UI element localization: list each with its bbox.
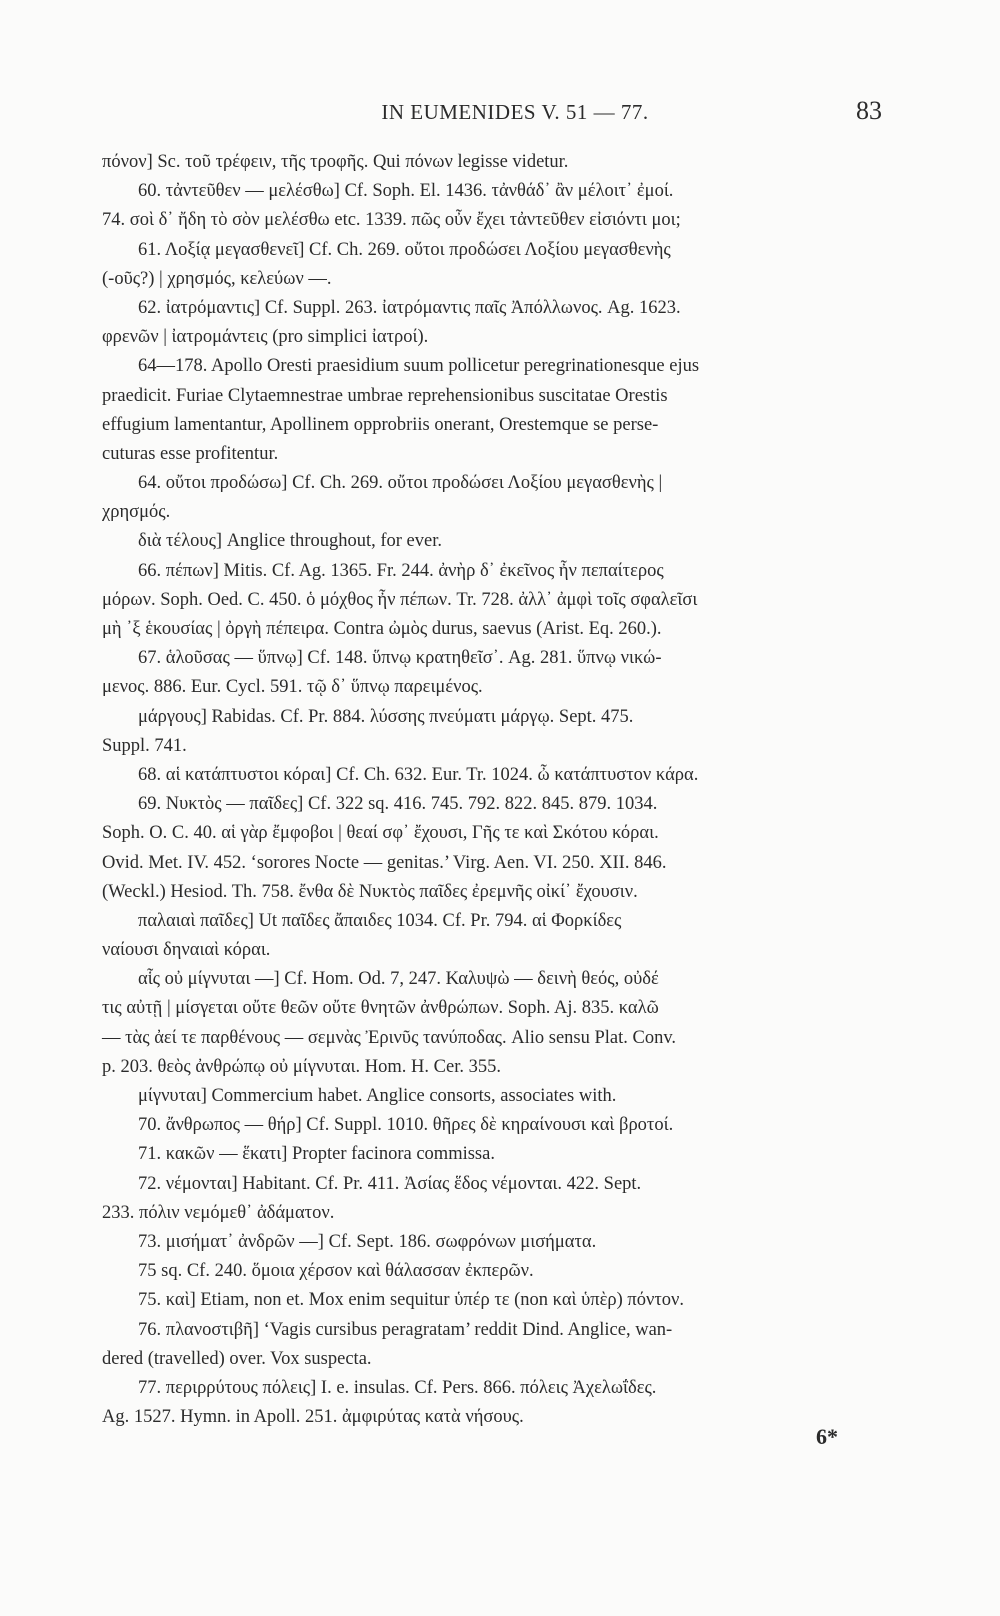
text-line: μόρων. Soph. Oed. C. 450. ὁ μόχθος ἦν πέπων. Tr. 728. ἀλλ᾽ ἀμφὶ τοῖς σφαλεῖσι <box>102 589 698 610</box>
running-head-title: IN EUMENIDES V. 51 — 77. <box>381 100 649 124</box>
text-line: 66. πέπων] Mitis. Cf. Ag. 1365. Fr. 244. ἀνὴρ δ᾽ ἐκεῖνος ἦν πεπαίτερος <box>138 560 664 581</box>
text-line: 69. Νυκτὸς — παῖδες] Cf. 322 sq. 416. 745. 792. 822. 845. 879. 1034. <box>138 794 658 815</box>
text-line: 77. περιρρύτους πόλεις] I. e. insulas. Cf. Pers. 866. πόλεις Ἀχελωΐδες. <box>138 1377 657 1398</box>
signature-mark: 6* <box>816 1424 838 1449</box>
text-line: 61. Λοξίᾳ μεγασθενεῖ] Cf. Ch. 269. οὔτοι προδώσει Λοξίου μεγασθενὴς <box>138 239 671 260</box>
page-number: 83 <box>856 96 882 125</box>
text-line: 75. καὶ] Etiam, non et. Mox enim sequitur ὑπέρ τε (non καὶ ὑπὲρ) πόντον. <box>138 1290 685 1311</box>
text-line: 75 sq. Cf. 240. ὅμοια χέρσον καὶ θάλασσαν ἐκπερῶν. <box>138 1261 534 1282</box>
text-line: ναίουσι δηναιαὶ κόραι. <box>102 940 271 961</box>
text-line: 64. οὔτοι προδώσω] Cf. Ch. 269. οὔτοι προδώσει Λοξίου μεγασθενὴς | <box>138 473 663 494</box>
text-line: αἷς οὐ μίγνυται —] Cf. Hom. Od. 7, 247. Καλυψὼ — δεινὴ θεός, οὐδέ <box>138 969 659 990</box>
running-head <box>0 96 1000 140</box>
text-line: 71. κακῶν — ἕκατι] Propter facinora commissa. <box>138 1144 495 1165</box>
text-line: 73. μισήματ᾽ ἀνδρῶν —] Cf. Sept. 186. σωφρόνων μισήματα. <box>138 1231 597 1252</box>
text-line: 68. αἱ κατάπτυστοι κόραι] Cf. Ch. 632. Eur. Tr. 1024. ὦ κατάπτυστον κάρα. <box>138 764 699 785</box>
text-line: χρησμός. <box>102 502 171 523</box>
text-line: Soph. O. C. 40. αἱ γὰρ ἔμφοβοι | θεαί σφ᾽ ἔχουσι, Γῆς τε καὶ Σκότου κόραι. <box>102 823 659 844</box>
text-line: 74. σοὶ δ᾽ ἤδη τὸ σὸν μελέσθω etc. 1339. πῶς οὖν ἔχει τἀντεῦθεν εἰσιόντι μοι; <box>102 210 681 231</box>
text-line: μὴ ᾽ξ ἑκουσίας | ὀργὴ πέπειρα. Contra ὠμὸς durus, saevus (Arist. Eq. 260.). <box>102 619 662 639</box>
text-line: 60. τἀντεῦθεν — μελέσθω] Cf. Soph. El. 1436. τἀνθάδ᾽ ἂν μέλοιτ᾽ ἐμοί. <box>138 181 674 202</box>
text-line: μενος. 886. Eur. Cycl. 591. τῷ δ᾽ ὕπνῳ παρειμένος. <box>102 677 483 698</box>
text-line: 76. πλανοστιβῆ] ‘Vagis cursibus peragratam’ reddit Dind. Anglice, wan- <box>138 1319 673 1340</box>
text-line: Ovid. Met. IV. 452. ‘sorores Nocte — genitas.’ Virg. Aen. VI. 250. XII. 846. <box>102 852 667 873</box>
text-line: p. 203. θεὸς ἀνθρώπῳ οὐ μίγνυται. Hom. H. Cer. 355. <box>102 1056 501 1077</box>
text-line: 72. νέμονται] Habitant. Cf. Pr. 411. Ἀσίας ἕδος νέμονται. 422. Sept. <box>138 1173 642 1194</box>
text-line: 70. ἄνθρωπος — θήρ] Cf. Suppl. 1010. θῆρες δὲ κηραίνουσι καὶ βροτοί. <box>138 1115 674 1136</box>
text-line: 233. πόλιν νεμόμεθ᾽ ἀδάματον. <box>102 1202 335 1223</box>
text-line: effugium lamentantur, Apollinem opprobriis onerant, Orestemque se perse- <box>102 414 659 435</box>
text-line: praedicit. Furiae Clytaemnestrae umbrae reprehensionibus suscitatae Orestis <box>102 385 668 406</box>
text-line: 67. ἁλοῦσας — ὕπνῳ] Cf. 148. ὕπνῳ κρατηθεῖσ᾽. Ag. 281. ὕπνῳ νικώ- <box>138 648 662 669</box>
commentary-text <box>102 148 886 1432</box>
text-line: (-οῦς?) | χρησμός, κελεύων —. <box>102 268 332 289</box>
text-line: φρενῶν | ἰατρομάντεις (pro simplici ἰατροί). <box>102 327 429 348</box>
text-line: μίγνυται] Commercium habet. Anglice consorts, associates with. <box>138 1086 617 1106</box>
text-line: 64—178. Apollo Oresti praesidium suum pollicetur peregrinationesque ejus <box>138 356 700 377</box>
text-line: πόνον] Sc. τοῦ τρέφειν, τῆς τροφῆς. Qui πόνων legisse videtur. <box>102 152 569 172</box>
text-line: Ag. 1527. Hymn. in Apoll. 251. ἀμφιρύτας κατὰ νήσους. <box>102 1407 524 1428</box>
text-line: τις αὐτῇ | μίσγεται οὔτε θεῶν οὔτε θνητῶν ἀνθρώπων. Soph. Aj. 835. καλῶ <box>102 998 659 1019</box>
text-line: Suppl. 741. <box>102 735 187 756</box>
text-line: παλαιαὶ παῖδες] Ut παῖδες ἄπαιδες 1034. Cf. Pr. 794. αἱ Φορκίδες <box>138 910 622 931</box>
text-line: (Weckl.) Hesiod. Th. 758. ἔνθα δὲ Νυκτὸς παῖδες ἐρεμνῆς οἰκί᾽ ἔχουσιν. <box>102 881 638 902</box>
text-line: 62. ἰατρόμαντις] Cf. Suppl. 263. ἰατρόμαντις παῖς Ἀπόλλωνος. Ag. 1623. <box>138 297 681 318</box>
text-line: cuturas esse profitentur. <box>102 443 279 464</box>
text-line: διὰ τέλους] Anglice throughout, for ever. <box>138 531 442 552</box>
text-line: dered (travelled) over. Vox suspecta. <box>102 1348 372 1369</box>
text-line: — τὰς ἀεί τε παρθένους — σεμνὰς Ἐρινῦς τανύποδας. Alio sensu Plat. Conv. <box>102 1027 677 1048</box>
text-line: μάργους] Rabidas. Cf. Pr. 884. λύσσης πνεύματι μάργῳ. Sept. 475. <box>138 706 634 727</box>
